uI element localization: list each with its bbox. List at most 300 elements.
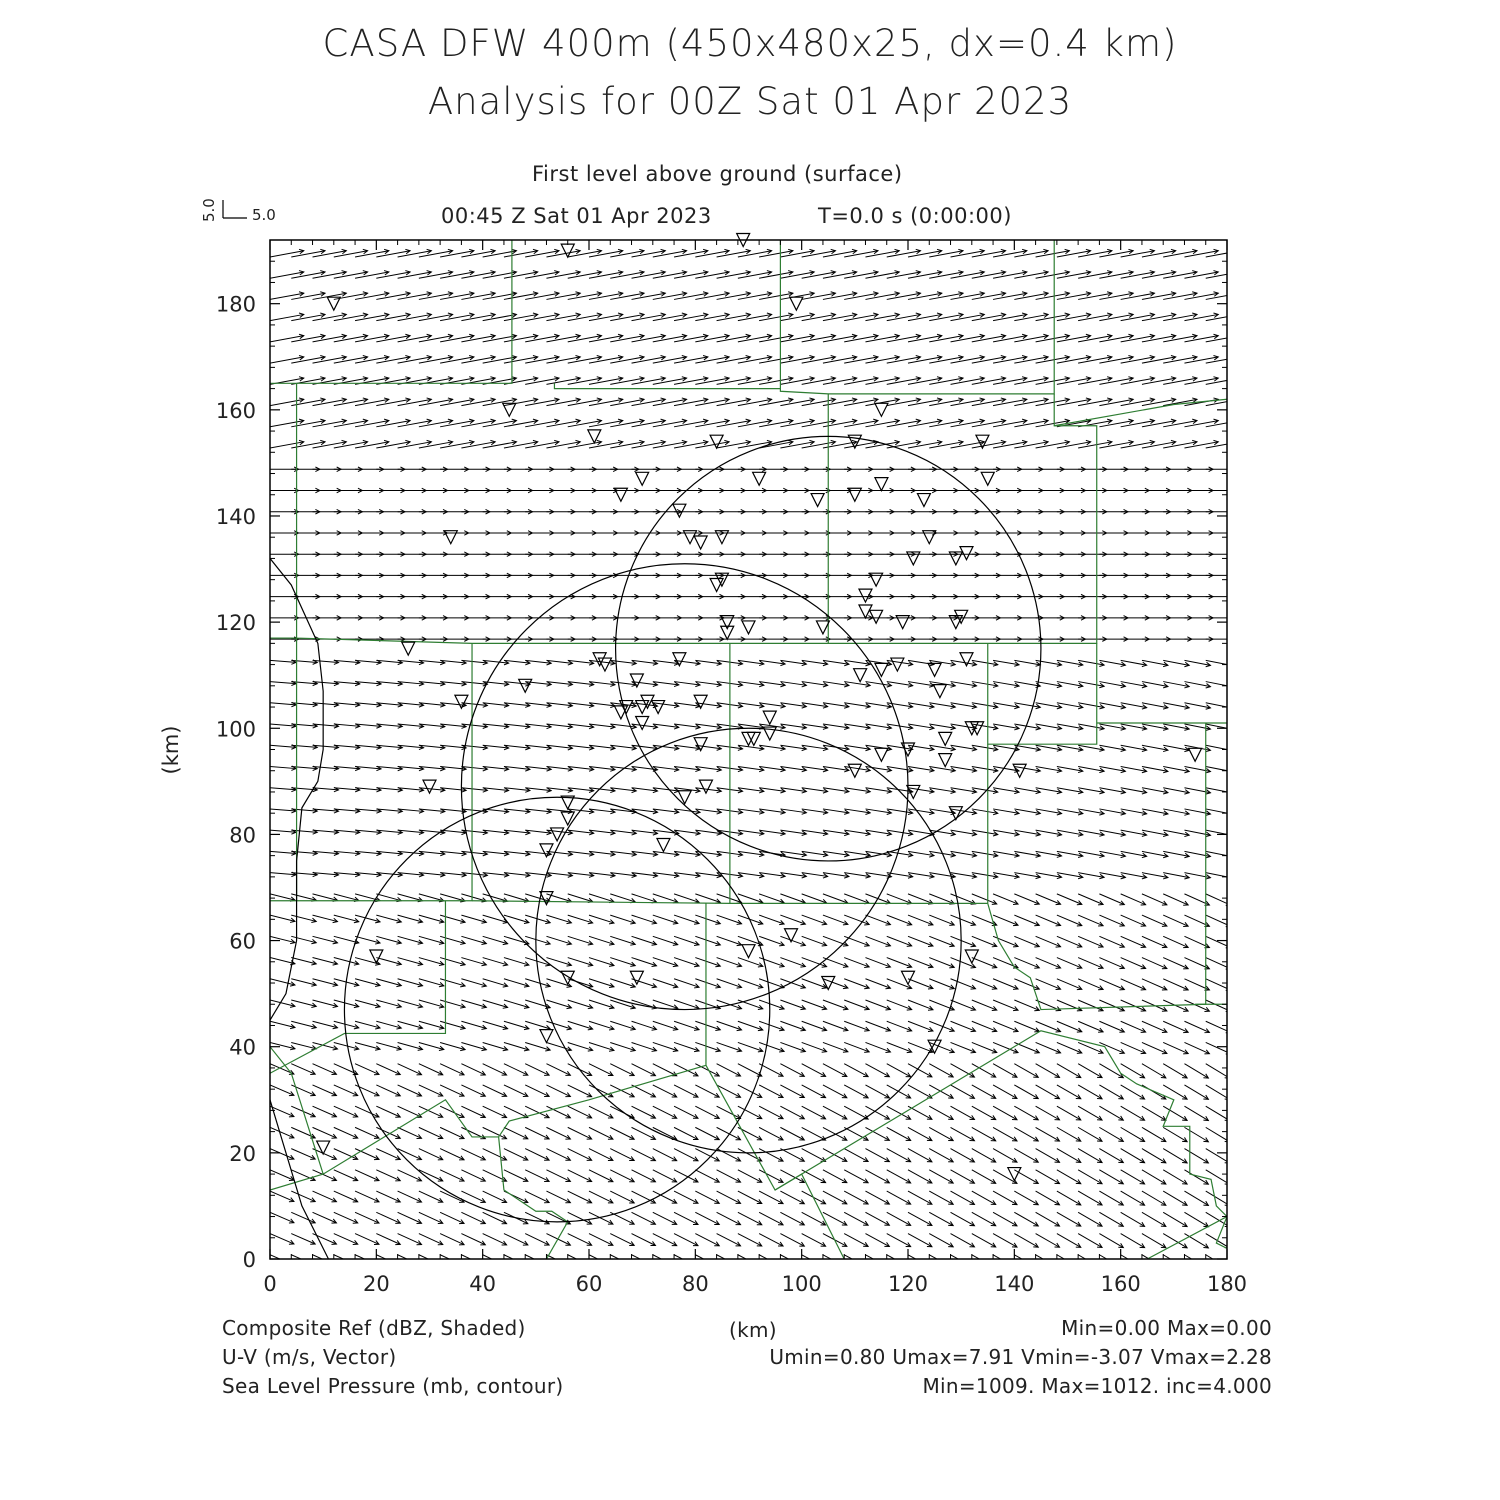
wind-vector bbox=[568, 1021, 593, 1029]
wind-vector bbox=[951, 915, 976, 925]
county-boundary bbox=[270, 240, 512, 383]
wind-vector bbox=[610, 936, 635, 944]
wind-vector bbox=[951, 979, 976, 989]
wind-vector-head bbox=[1225, 1265, 1230, 1269]
wind-vector bbox=[717, 1127, 741, 1139]
wind-vector bbox=[1036, 1106, 1060, 1120]
wind-vector bbox=[398, 1234, 422, 1245]
wind-vector-head bbox=[1203, 1265, 1208, 1269]
wind-vector bbox=[1184, 1085, 1208, 1099]
footer-field2: U-V (m/s, Vector) bbox=[222, 1345, 397, 1369]
wind-vector bbox=[398, 1170, 422, 1181]
wind-vector bbox=[610, 1085, 634, 1097]
wind-vector bbox=[1163, 1042, 1188, 1053]
wind-vector bbox=[951, 1170, 975, 1183]
wind-vector bbox=[951, 1234, 975, 1247]
wind-vector bbox=[674, 1255, 698, 1267]
wind-vector bbox=[440, 1000, 465, 1007]
wind-vector bbox=[865, 958, 890, 967]
wind-vector bbox=[440, 1106, 464, 1117]
x-tick-label: 60 bbox=[575, 1272, 603, 1296]
wind-vector bbox=[504, 1106, 528, 1117]
wind-vector bbox=[1057, 1149, 1081, 1163]
wind-vector bbox=[695, 1127, 719, 1139]
wind-vector bbox=[440, 915, 465, 922]
wind-vector bbox=[1099, 1000, 1124, 1011]
wind-vector bbox=[653, 1000, 678, 1008]
wind-vector-head bbox=[991, 1264, 996, 1268]
wind-vector bbox=[1184, 1149, 1208, 1163]
wind-vector bbox=[1099, 1170, 1123, 1184]
wind-vector-head bbox=[310, 1261, 315, 1265]
wind-vector bbox=[270, 1127, 294, 1137]
wind-vector bbox=[525, 1021, 550, 1029]
wind-vector bbox=[1184, 1064, 1208, 1078]
wind-vector bbox=[929, 915, 954, 925]
wind-vector bbox=[589, 1064, 613, 1076]
wind-vector bbox=[610, 1149, 634, 1161]
station-marker bbox=[981, 472, 994, 485]
station-marker bbox=[917, 494, 930, 507]
wind-vector bbox=[1142, 1149, 1166, 1163]
wind-vector bbox=[844, 1191, 868, 1204]
x-tick-label: 120 bbox=[887, 1272, 929, 1296]
wind-vector bbox=[1121, 1191, 1145, 1205]
wind-vector bbox=[802, 1127, 826, 1140]
wind-vector bbox=[908, 1149, 932, 1162]
wind-vector bbox=[546, 1170, 570, 1182]
wind-vector bbox=[717, 1191, 741, 1203]
wind-vector bbox=[504, 1064, 528, 1075]
wind-vector bbox=[483, 1191, 507, 1202]
wind-vector bbox=[1163, 915, 1188, 926]
wind-vector bbox=[568, 1149, 592, 1161]
wind-vector bbox=[1142, 1212, 1166, 1226]
wind-vector bbox=[1057, 1106, 1081, 1120]
wind-vector bbox=[1036, 958, 1061, 968]
wind-vector bbox=[717, 1021, 742, 1030]
wind-vector bbox=[993, 1234, 1017, 1248]
wind-vector bbox=[908, 894, 933, 904]
station-marker bbox=[636, 472, 649, 485]
wind-vector bbox=[653, 1170, 677, 1182]
wind-vector bbox=[887, 1149, 911, 1162]
wind-vector bbox=[993, 1000, 1018, 1010]
wind-vector bbox=[1078, 1212, 1102, 1226]
station-marker bbox=[540, 1030, 553, 1043]
wind-vector bbox=[1057, 1127, 1081, 1141]
wind-vector bbox=[1036, 894, 1061, 904]
wind-vector bbox=[823, 1021, 848, 1030]
station-marker bbox=[710, 435, 723, 448]
wind-vector-head bbox=[1012, 1264, 1017, 1268]
wind-vector bbox=[291, 1191, 315, 1201]
elapsed-time-label: T=0.0 s (0:00:00) bbox=[818, 204, 1012, 228]
wind-vector bbox=[844, 1021, 869, 1030]
y-tick-label: 20 bbox=[229, 1141, 256, 1166]
wind-vector-head bbox=[417, 1262, 422, 1266]
wind-vector bbox=[398, 1127, 422, 1138]
wind-vector bbox=[865, 1149, 889, 1162]
wind-vector bbox=[695, 1106, 719, 1118]
wind-vector bbox=[355, 1042, 380, 1049]
wind-vector bbox=[674, 1127, 698, 1139]
wind-vector bbox=[1163, 894, 1188, 905]
wind-vector bbox=[632, 1170, 656, 1182]
wind-vector bbox=[844, 1170, 868, 1183]
wind-vector bbox=[1078, 1255, 1102, 1269]
wind-vector bbox=[1057, 1021, 1082, 1032]
wind-vector-head bbox=[1235, 313, 1240, 317]
wind-vector bbox=[674, 1191, 698, 1203]
wind-vector bbox=[291, 1234, 315, 1244]
wind-vector bbox=[865, 915, 890, 924]
wind-vector bbox=[993, 1255, 1017, 1269]
wind-vector bbox=[993, 936, 1018, 946]
wind-vector bbox=[865, 1085, 889, 1098]
wind-vector bbox=[1057, 1085, 1081, 1099]
wind-vector-head bbox=[480, 1262, 485, 1266]
wind-vector bbox=[270, 1191, 294, 1201]
wind-vector bbox=[610, 1191, 634, 1203]
wind-vector bbox=[653, 958, 678, 966]
wind-vector-head bbox=[1230, 531, 1234, 536]
x-tick-label: 180 bbox=[1206, 1272, 1248, 1296]
wind-vector bbox=[1184, 1021, 1209, 1032]
wind-vector bbox=[759, 958, 784, 967]
wind-vector bbox=[398, 1085, 422, 1096]
wind-vector bbox=[972, 1234, 996, 1247]
wind-vector bbox=[1036, 979, 1061, 989]
wind-vector bbox=[1014, 894, 1039, 904]
wind-vector bbox=[1142, 1106, 1166, 1120]
wind-vector bbox=[1078, 936, 1103, 947]
wind-vector bbox=[1121, 1021, 1146, 1032]
wind-vector bbox=[823, 1106, 847, 1119]
wind-vector bbox=[440, 1021, 465, 1028]
wind-vector bbox=[844, 979, 869, 988]
wind-vector bbox=[780, 1064, 804, 1077]
wind-vector bbox=[1142, 1021, 1167, 1032]
wind-vector bbox=[887, 1021, 912, 1031]
wind-vector bbox=[993, 1212, 1017, 1226]
wind-vector bbox=[887, 958, 912, 968]
station-marker bbox=[1008, 1168, 1021, 1181]
wind-vector bbox=[504, 1234, 528, 1245]
wind-vector bbox=[929, 1191, 953, 1204]
wind-vector bbox=[1121, 1042, 1146, 1053]
wind-vector-head bbox=[714, 1263, 719, 1267]
wind-vector bbox=[908, 1021, 933, 1031]
wind-vector bbox=[589, 894, 614, 902]
wind-vector bbox=[951, 936, 976, 946]
wind-vector bbox=[1121, 1255, 1145, 1269]
wind-vector-head bbox=[1235, 377, 1240, 381]
station-marker bbox=[763, 711, 776, 724]
wind-vector bbox=[610, 1042, 635, 1050]
wind-vector bbox=[1078, 1085, 1102, 1099]
wind-vector bbox=[440, 1127, 464, 1138]
wind-vector bbox=[1206, 1191, 1230, 1205]
wind-vector bbox=[461, 1255, 485, 1266]
wind-vector bbox=[844, 1149, 868, 1162]
wind-vector bbox=[546, 936, 571, 944]
station-marker bbox=[753, 472, 766, 485]
wind-vector bbox=[270, 1085, 294, 1095]
y-tick-label: 160 bbox=[215, 398, 256, 423]
wind-vector bbox=[674, 979, 699, 987]
wind-vector bbox=[398, 1042, 423, 1049]
wind-vector bbox=[972, 1042, 997, 1052]
station-markers bbox=[317, 234, 1202, 1181]
wind-vector bbox=[546, 1085, 570, 1097]
wind-vector bbox=[632, 1042, 657, 1050]
station-marker bbox=[875, 748, 888, 761]
wind-vector bbox=[865, 1234, 889, 1247]
wind-vector bbox=[695, 1234, 719, 1246]
wind-vector bbox=[1142, 1127, 1166, 1141]
wind-vector bbox=[355, 1170, 379, 1181]
county-boundary bbox=[554, 383, 780, 388]
wind-vector bbox=[759, 1000, 784, 1009]
wind-vector-head bbox=[587, 1262, 592, 1266]
wind-vector bbox=[993, 979, 1018, 989]
valid-time-label: 00:45 Z Sat 01 Apr 2023 bbox=[441, 204, 712, 228]
wind-vector bbox=[802, 936, 827, 945]
wind-vector bbox=[780, 1170, 804, 1183]
wind-vector bbox=[1099, 1212, 1123, 1226]
y-tick-label: 80 bbox=[229, 823, 256, 848]
wind-vector bbox=[972, 1170, 996, 1183]
wind-vector bbox=[951, 1000, 976, 1010]
wind-vector bbox=[865, 936, 890, 945]
wind-vector bbox=[993, 1021, 1018, 1031]
wind-vector-head bbox=[1235, 249, 1240, 253]
reference-vector-key bbox=[200, 198, 276, 224]
wind-vector bbox=[632, 1106, 656, 1118]
wind-vector bbox=[1014, 1021, 1039, 1031]
wind-vector-head bbox=[1033, 1264, 1038, 1268]
wind-vector bbox=[1078, 958, 1103, 969]
wind-vector bbox=[929, 958, 954, 968]
x-tick-label: 40 bbox=[469, 1272, 497, 1296]
wind-vector bbox=[972, 1255, 996, 1268]
wind-vector bbox=[929, 936, 954, 946]
wind-vector bbox=[1163, 1255, 1187, 1269]
wind-vector bbox=[610, 958, 635, 966]
station-marker bbox=[742, 945, 755, 958]
wind-vector bbox=[483, 1064, 507, 1075]
wind-vector bbox=[972, 1000, 997, 1010]
level-label: First level above ground (surface) bbox=[532, 162, 903, 186]
wind-vector bbox=[951, 894, 976, 904]
wind-vector bbox=[440, 1085, 464, 1096]
wind-vector bbox=[951, 1085, 975, 1098]
wind-vector bbox=[376, 936, 401, 943]
wind-vector bbox=[802, 1234, 826, 1247]
wind-vector bbox=[695, 936, 720, 945]
wind-vector bbox=[291, 1212, 315, 1222]
wind-vector bbox=[738, 1191, 762, 1203]
wind-vector bbox=[653, 979, 678, 987]
wind-vector bbox=[632, 936, 657, 944]
wind-vector bbox=[674, 894, 699, 902]
wind-vector bbox=[1121, 894, 1146, 905]
wind-vector bbox=[929, 1170, 953, 1183]
wind-vector bbox=[695, 894, 720, 903]
wind-vector bbox=[632, 1064, 656, 1076]
wind-vector bbox=[525, 894, 550, 902]
wind-vector bbox=[653, 936, 678, 944]
wind-vector-head bbox=[1140, 1265, 1145, 1269]
wind-vector bbox=[674, 915, 699, 923]
wind-vector-head bbox=[289, 1261, 294, 1265]
wind-vector bbox=[568, 979, 593, 987]
wind-vector bbox=[568, 958, 593, 966]
wind-vector bbox=[972, 1149, 996, 1162]
wind-vector bbox=[589, 1170, 613, 1182]
wind-vector bbox=[993, 1106, 1017, 1120]
wind-vector bbox=[972, 894, 997, 904]
wind-vector bbox=[717, 915, 742, 924]
wind-vector-head bbox=[1161, 1265, 1166, 1269]
wind-vector bbox=[717, 979, 742, 988]
wind-vector bbox=[780, 1191, 804, 1204]
x-tick-label: 80 bbox=[681, 1272, 709, 1296]
station-marker bbox=[965, 950, 978, 963]
wind-vector bbox=[270, 1255, 294, 1265]
wind-vector bbox=[589, 958, 614, 966]
wind-vector bbox=[1142, 915, 1167, 926]
wind-vector-head bbox=[1182, 1265, 1187, 1269]
wind-vector bbox=[419, 1106, 443, 1117]
wind-vector bbox=[1142, 1042, 1167, 1053]
wind-vector bbox=[993, 1127, 1017, 1141]
wind-vector bbox=[780, 1021, 805, 1030]
county-boundary bbox=[297, 638, 472, 901]
wind-vector bbox=[440, 1212, 464, 1223]
wind-vector bbox=[1099, 1042, 1124, 1053]
station-marker bbox=[933, 685, 946, 698]
wind-vector bbox=[844, 1000, 869, 1009]
wind-vector bbox=[865, 1064, 889, 1077]
wind-vector bbox=[589, 1000, 614, 1008]
wind-vector bbox=[1078, 915, 1103, 926]
x-tick-label: 160 bbox=[1100, 1272, 1141, 1296]
wind-vector bbox=[738, 1106, 762, 1118]
wind-vector bbox=[1057, 958, 1082, 969]
wind-vector bbox=[717, 1106, 741, 1118]
wind-vector bbox=[695, 915, 720, 924]
wind-vector bbox=[972, 1127, 996, 1140]
wind-vector-head bbox=[736, 1263, 741, 1267]
wind-vector bbox=[525, 1085, 549, 1097]
pressure-contour bbox=[270, 558, 328, 1259]
wind-vector bbox=[440, 1170, 464, 1181]
wind-vector bbox=[993, 1191, 1017, 1205]
wind-vector bbox=[1014, 1255, 1038, 1269]
wind-vector bbox=[780, 915, 805, 924]
county-boundary bbox=[1195, 723, 1206, 1004]
wind-vector bbox=[419, 1191, 443, 1202]
wind-vector bbox=[313, 1191, 337, 1202]
station-marker bbox=[1189, 748, 1202, 761]
wind-vector bbox=[1121, 1149, 1145, 1163]
wind-vector bbox=[865, 1042, 890, 1051]
wind-vector bbox=[802, 1021, 827, 1030]
station-marker bbox=[822, 977, 835, 990]
wind-vector bbox=[674, 958, 699, 966]
wind-vector bbox=[376, 1170, 400, 1181]
wind-vector bbox=[865, 1106, 889, 1119]
wind-vector bbox=[695, 1170, 719, 1182]
wind-vector bbox=[355, 915, 380, 922]
wind-vector bbox=[504, 915, 529, 923]
wind-vector bbox=[1078, 1042, 1103, 1053]
wind-vector bbox=[1184, 1170, 1208, 1184]
map-subtitle: Analysis for 00Z Sat 01 Apr 2023 bbox=[427, 80, 1073, 123]
wind-vector bbox=[440, 1149, 464, 1160]
wind-vector bbox=[759, 1234, 783, 1247]
wind-vector bbox=[483, 1042, 508, 1049]
wind-vector bbox=[844, 936, 869, 945]
wind-vector bbox=[1099, 1021, 1124, 1032]
wind-vector bbox=[546, 1021, 571, 1029]
wind-vector bbox=[653, 1127, 677, 1139]
wind-vector bbox=[419, 1021, 444, 1028]
wind-vector-head bbox=[374, 1262, 379, 1266]
wind-vector bbox=[929, 1127, 953, 1140]
wind-vector bbox=[291, 1149, 315, 1159]
wind-vector bbox=[951, 1212, 975, 1225]
wind-vector bbox=[398, 1191, 422, 1202]
wind-vector bbox=[844, 1042, 869, 1051]
wind-vector bbox=[738, 1170, 762, 1182]
wind-vector bbox=[738, 1021, 763, 1030]
wind-vector bbox=[717, 1234, 741, 1246]
wind-vector bbox=[461, 958, 486, 965]
wind-vector bbox=[546, 1064, 570, 1076]
wind-vector bbox=[334, 1085, 358, 1096]
wind-vector bbox=[589, 1042, 614, 1050]
wind-vector-head bbox=[353, 1262, 358, 1266]
wind-vector-head bbox=[1230, 637, 1234, 642]
wind-vector bbox=[972, 958, 997, 968]
wind-vector bbox=[355, 936, 380, 943]
wind-vector bbox=[993, 1064, 1017, 1078]
wind-vector bbox=[313, 1255, 337, 1266]
wind-vector bbox=[653, 1255, 677, 1267]
wind-vector bbox=[844, 1127, 868, 1140]
wind-vector bbox=[1142, 1170, 1166, 1184]
wind-vector bbox=[844, 1212, 868, 1225]
wind-vector bbox=[844, 915, 869, 924]
wind-vector bbox=[291, 1255, 315, 1265]
footer-field3: Sea Level Pressure (mb, contour) bbox=[222, 1374, 564, 1398]
wind-vector bbox=[419, 958, 444, 965]
wind-vector bbox=[589, 1127, 613, 1139]
footer-field1: Composite Ref (dBZ, Shaded) bbox=[222, 1316, 526, 1340]
wind-vector bbox=[738, 979, 763, 988]
wind-vector bbox=[780, 1255, 804, 1268]
wind-vector bbox=[632, 894, 657, 902]
wind-vector bbox=[568, 894, 593, 902]
wind-vector bbox=[568, 1127, 592, 1139]
wind-vector bbox=[1163, 1149, 1187, 1163]
wind-vector bbox=[780, 1000, 805, 1009]
wind-vector bbox=[483, 1149, 507, 1160]
wind-vector bbox=[632, 1191, 656, 1203]
